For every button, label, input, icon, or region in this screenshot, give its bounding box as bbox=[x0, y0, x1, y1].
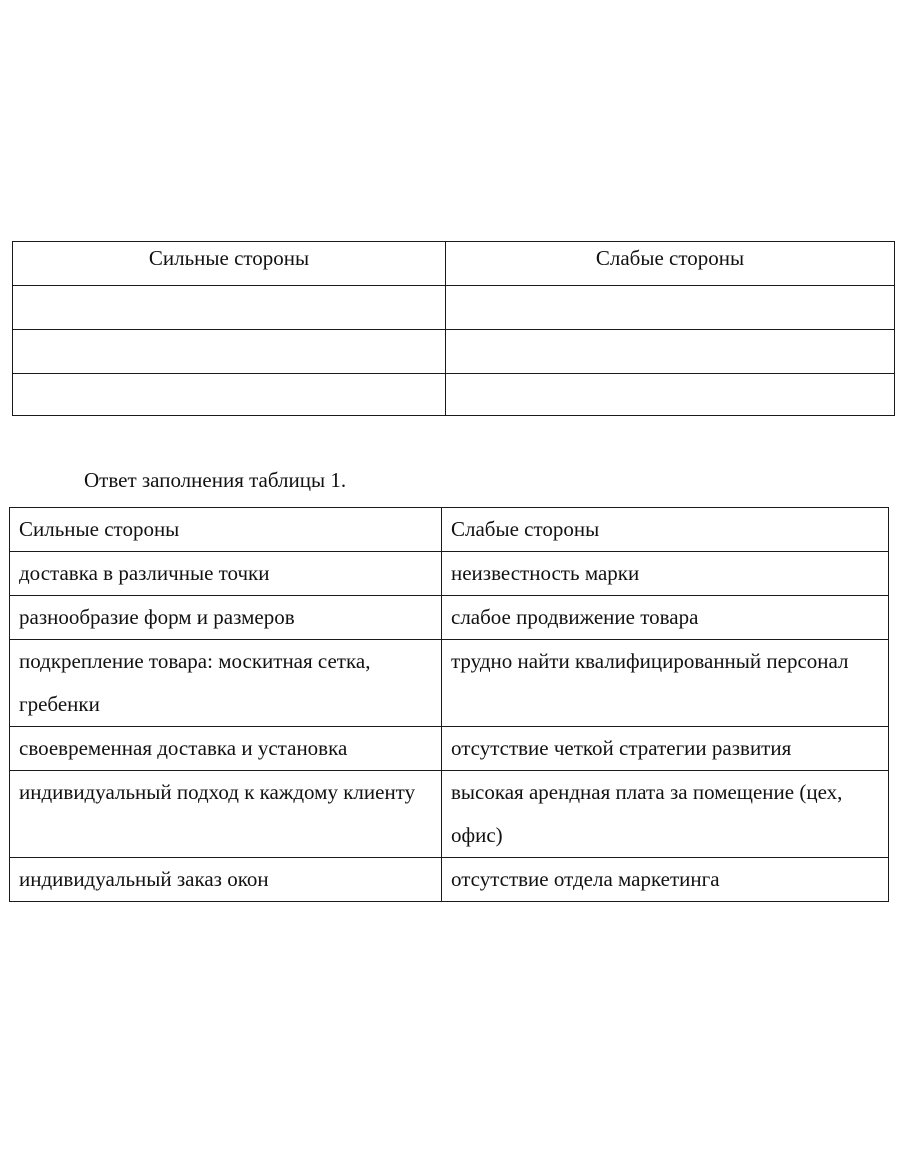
weakness-cell: отсутствие четкой стратегии развития bbox=[442, 727, 889, 771]
header-strengths: Сильные стороны bbox=[13, 242, 446, 286]
strength-cell: доставка в различные точки bbox=[10, 552, 442, 596]
weakness-cell: неизвестность марки bbox=[442, 552, 889, 596]
table-row bbox=[10, 727, 889, 771]
swot-template-table bbox=[12, 241, 895, 416]
table-row bbox=[10, 552, 889, 596]
empty-cell bbox=[13, 286, 446, 330]
swot-answer-table bbox=[9, 507, 889, 902]
weakness-cell: высокая арендная плата за помещение (цех, офис) bbox=[442, 771, 889, 858]
empty-cell bbox=[13, 374, 446, 416]
strength-cell: своевременная доставка и установка bbox=[10, 727, 442, 771]
table-caption: Ответ заполнения таблицы 1. bbox=[84, 468, 347, 492]
strength-cell: индивидуальный подход к каждому клиенту bbox=[10, 771, 442, 858]
weakness-cell: отсутствие отдела маркетинга bbox=[442, 858, 889, 902]
table-row bbox=[10, 640, 889, 727]
header-strengths: Сильные стороны bbox=[10, 508, 442, 552]
table-header-row bbox=[10, 508, 889, 552]
strength-cell: индивидуальный заказ окон bbox=[10, 858, 442, 902]
strength-cell: разнообразие форм и размеров bbox=[10, 596, 442, 640]
empty-row bbox=[13, 286, 895, 330]
table-row bbox=[10, 858, 889, 902]
table-header-row bbox=[13, 242, 895, 286]
weakness-cell: трудно найти квалифицированный персонал bbox=[442, 640, 889, 727]
empty-row bbox=[13, 330, 895, 374]
header-weaknesses: Слабые стороны bbox=[446, 242, 895, 286]
header-weaknesses: Слабые стороны bbox=[442, 508, 889, 552]
table-row bbox=[10, 771, 889, 858]
strength-cell: подкрепление товара: москитная сетка, гребенки bbox=[10, 640, 442, 727]
table-row bbox=[10, 596, 889, 640]
weakness-cell: слабое продвижение товара bbox=[442, 596, 889, 640]
empty-row bbox=[13, 374, 895, 416]
empty-cell bbox=[446, 374, 895, 416]
empty-cell bbox=[446, 286, 895, 330]
empty-cell bbox=[13, 330, 446, 374]
empty-cell bbox=[446, 330, 895, 374]
